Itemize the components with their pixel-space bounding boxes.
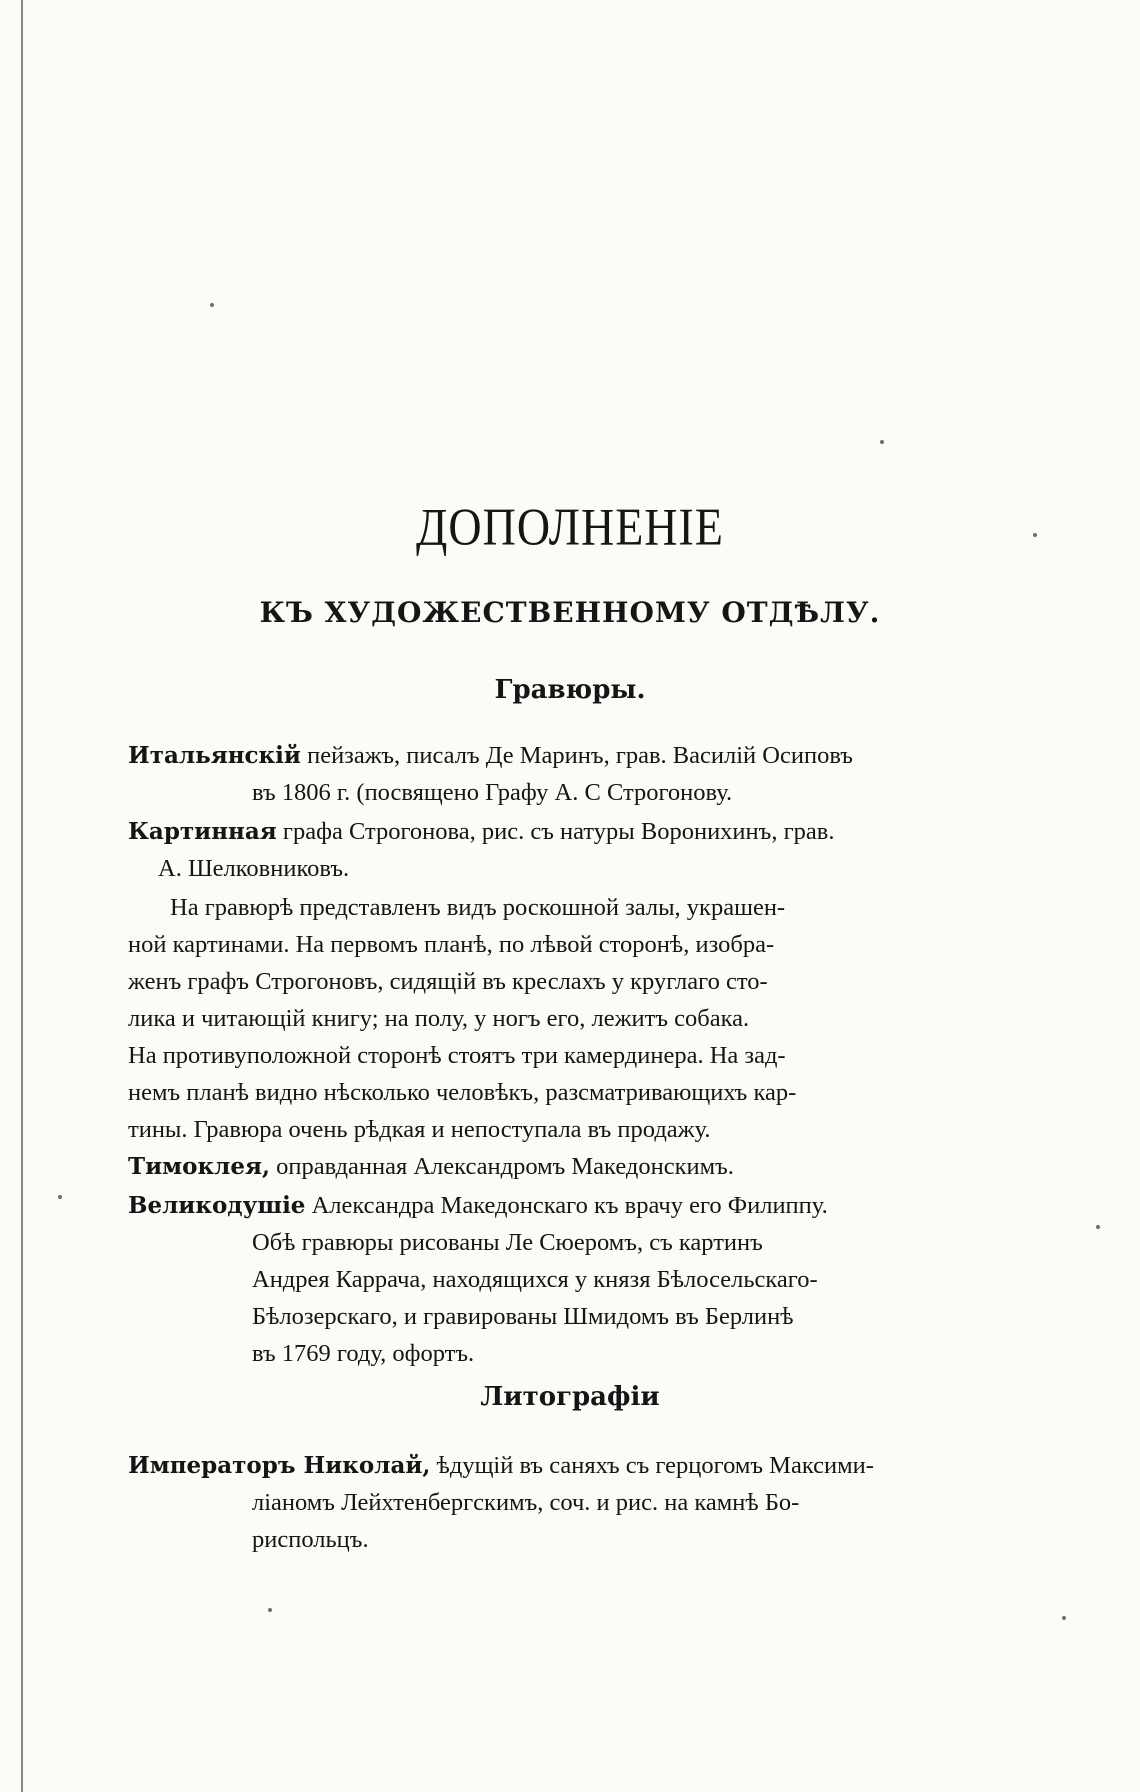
engraving-description <box>128 889 982 1148</box>
entry-name: Картинная <box>128 818 277 845</box>
entry-name: Императоръ Николай, <box>128 1452 431 1479</box>
scan-speck <box>1062 1616 1066 1620</box>
engravings-list <box>128 737 982 1374</box>
list-item <box>128 1447 982 1558</box>
entry-continuation: въ 1769 году, офортъ. <box>252 1340 475 1367</box>
scan-speck <box>210 303 214 307</box>
scan-speck <box>268 1608 272 1612</box>
section-heading-engravings: Гравюры. <box>494 675 646 705</box>
entry-continuation: Обѣ гравюры рисованы Ле Сюеромъ, съ картинъ <box>252 1229 763 1256</box>
description-line: лика и читающій книгу; на полу, у ногъ его, лежитъ собака. <box>128 1005 750 1032</box>
entry-continuation: Андрея Каррача, находящихся у князя Бѣлосельскаго- <box>252 1266 818 1293</box>
entry-text: Александра Македонскаго къ врачу его Филиппу. <box>311 1192 828 1219</box>
entry-text: пейзажъ, писалъ Де Маринъ, грав. Василій Осиповъ <box>307 742 853 769</box>
entry-continuation: риспольцъ. <box>252 1526 369 1553</box>
entry-continuation: А. Шелковниковъ. <box>158 855 350 882</box>
entry-continuation: ліаномъ Лейхтенбергскимъ, соч. и рис. на камнѣ Бо- <box>252 1489 800 1516</box>
description-line: тины. Гравюра очень рѣдкая и непоступала въ продажу. <box>128 1116 711 1143</box>
lithographs-list <box>128 1447 982 1560</box>
scan-speck <box>880 440 884 444</box>
entry-text: оправданная Александромъ Македонскимъ. <box>276 1153 734 1180</box>
description-line: немъ планѣ видно нѣсколько человѣкъ, разсматривающихъ кар- <box>128 1079 797 1106</box>
entry-text: ѣдущій въ саняхъ съ герцогомъ Максими- <box>436 1452 874 1479</box>
entry-name: Тимоклея, <box>128 1153 270 1180</box>
description-line: На противуположной сторонѣ стоятъ три камердинера. На зад- <box>128 1042 786 1069</box>
section-heading-lithographs: Литографіи <box>480 1382 660 1412</box>
scan-speck <box>1096 1225 1100 1229</box>
list-item <box>128 1148 982 1185</box>
list-item <box>128 813 982 887</box>
entry-text: графа Строгонова, рис. съ натуры Воронихинъ, грав. <box>282 818 835 845</box>
list-item <box>128 737 982 811</box>
page-binding-edge <box>21 0 23 1792</box>
page-subtitle: КЪ ХУДОЖЕСТВЕННОМУ ОТДѢЛУ. <box>259 596 881 629</box>
scan-speck <box>58 1195 62 1199</box>
page-title: ДОПОЛНЕНІЕ <box>416 497 724 556</box>
entry-continuation: Бѣлозерскаго, и гравированы Шмидомъ въ Берлинѣ <box>252 1303 794 1330</box>
entry-name: Великодушіе <box>128 1192 306 1219</box>
description-line: женъ графъ Строгоновъ, сидящій въ креслахъ у круглаго сто- <box>128 968 768 995</box>
list-item <box>128 1187 982 1372</box>
description-line: На гравюрѣ представленъ видъ роскошной залы, украшен- <box>170 894 786 921</box>
entry-name: Итальянскій <box>128 742 301 769</box>
entry-continuation: въ 1806 г. (посвящено Графу А. С Строгонову. <box>252 779 733 806</box>
description-line: ной картинами. На первомъ планѣ, по лѣвой сторонѣ, изобра- <box>128 931 775 958</box>
